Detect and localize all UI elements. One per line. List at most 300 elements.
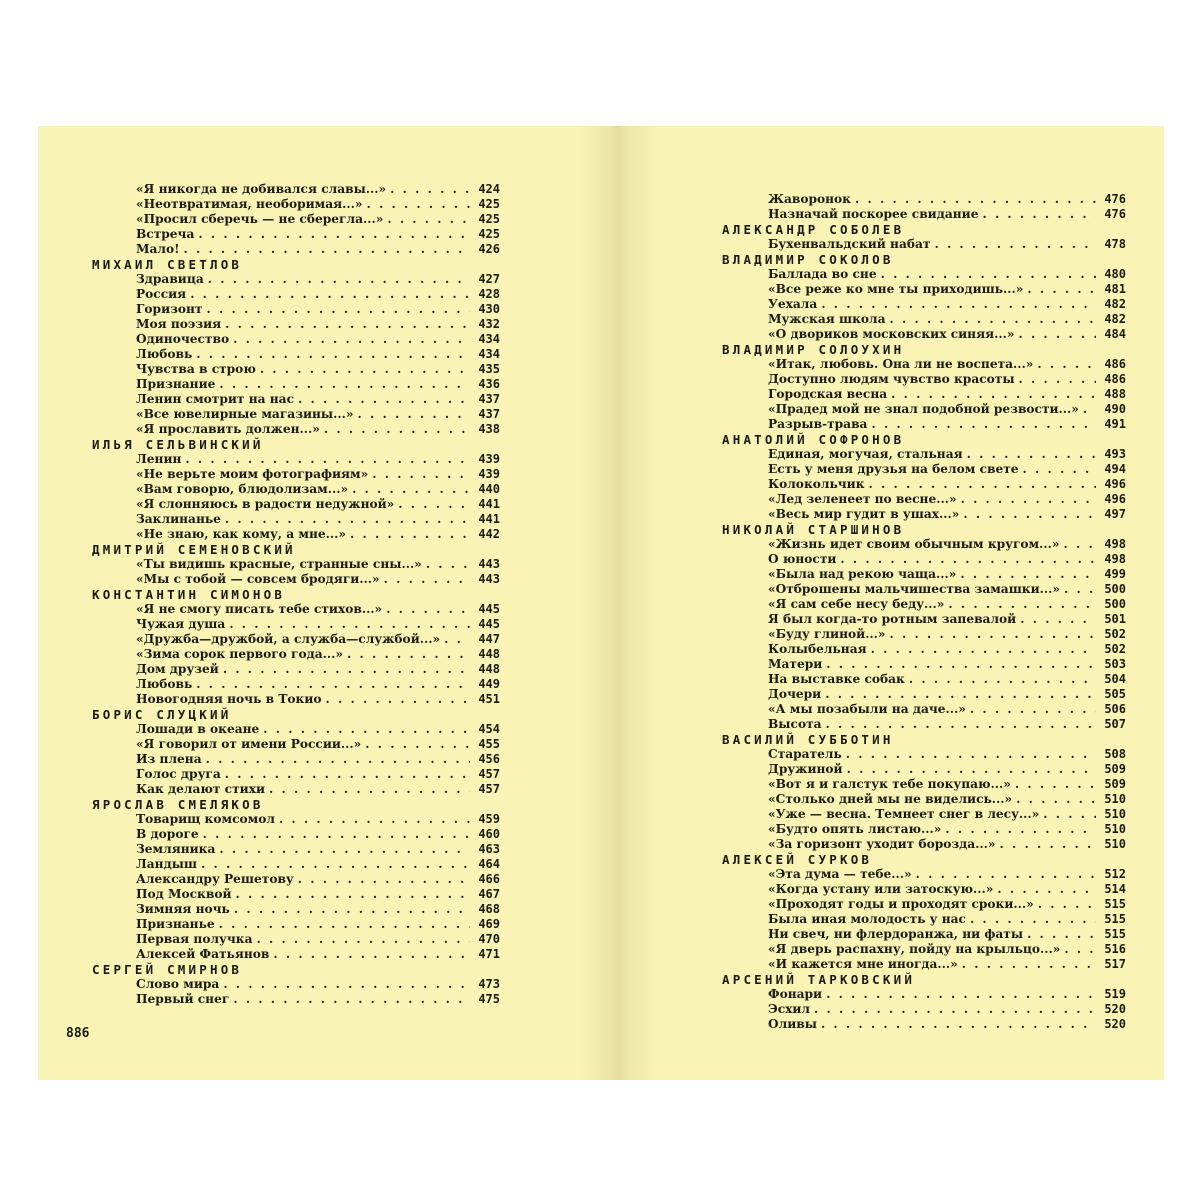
toc-entry bbox=[92, 902, 500, 917]
entry-page-number: 491 bbox=[1104, 417, 1126, 431]
entry-page-number: 504 bbox=[1104, 672, 1126, 686]
entry-title: «Буду глиной...» bbox=[768, 627, 886, 641]
dot-leader bbox=[186, 287, 470, 302]
dot-leader bbox=[440, 632, 470, 647]
dot-leader bbox=[842, 747, 1096, 762]
entry-page-number: 500 bbox=[1104, 582, 1126, 596]
entry-page-number: 425 bbox=[478, 197, 500, 211]
entry-title: Лошади в океане bbox=[136, 722, 260, 736]
toc-entry bbox=[722, 192, 1126, 207]
dot-leader bbox=[843, 762, 1096, 777]
toc-entry bbox=[722, 327, 1126, 342]
toc-entry bbox=[722, 372, 1126, 387]
dot-leader bbox=[822, 657, 1096, 672]
entry-title: «Будто опять листаю...» bbox=[768, 822, 942, 836]
dot-leader bbox=[996, 837, 1096, 852]
entry-page-number: 490 bbox=[1104, 402, 1126, 416]
toc-entry bbox=[722, 867, 1126, 882]
dot-leader bbox=[877, 267, 1096, 282]
entry-title: Есть у меня друзья на белом свете bbox=[768, 462, 1019, 476]
toc-entry bbox=[92, 197, 500, 212]
entry-title: «Уже — весна. Темнеет снег в лесу...» bbox=[768, 807, 1040, 821]
toc-entry bbox=[92, 722, 500, 737]
toc-entry bbox=[92, 932, 500, 947]
toc-entry bbox=[92, 482, 500, 497]
entry-title: Эсхил bbox=[768, 1002, 811, 1016]
toc-entry bbox=[722, 822, 1126, 837]
entry-page-number: 427 bbox=[478, 272, 500, 286]
entry-page-number: 499 bbox=[1104, 567, 1126, 581]
dot-leader bbox=[362, 197, 470, 212]
toc-entry bbox=[92, 737, 500, 752]
entry-title: Доступно людям чувство красоты bbox=[768, 372, 1015, 386]
dot-leader bbox=[1033, 357, 1096, 372]
entry-page-number: 471 bbox=[478, 947, 500, 961]
toc-entry bbox=[722, 807, 1126, 822]
entry-title: «О двориков московских синяя...» bbox=[768, 327, 1015, 341]
toc-entry bbox=[92, 602, 500, 617]
entry-page-number: 437 bbox=[478, 392, 500, 406]
dot-leader bbox=[905, 672, 1096, 687]
entry-title: Колыбельная bbox=[768, 642, 867, 656]
author-heading: АРСЕНИЙ ТАРКОВСКИЙ bbox=[722, 972, 916, 987]
toc-entry bbox=[722, 237, 1126, 252]
entry-title: Новогодняя ночь в Токио bbox=[136, 692, 322, 706]
dot-leader bbox=[256, 362, 470, 377]
entry-title: Оливы bbox=[768, 1017, 817, 1031]
toc-entry bbox=[722, 567, 1126, 582]
dot-leader bbox=[275, 812, 470, 827]
dot-leader bbox=[959, 507, 1096, 522]
entry-title: Ландыш bbox=[136, 857, 198, 871]
entry-page-number: 517 bbox=[1104, 957, 1126, 971]
toc-entry bbox=[92, 917, 500, 932]
entry-title: «Просил сберечь — не сберегла...» bbox=[136, 212, 384, 226]
toc-entry bbox=[92, 887, 500, 902]
entry-page-number: 454 bbox=[478, 722, 500, 736]
dot-leader bbox=[215, 377, 470, 392]
entry-page-number: 470 bbox=[478, 932, 500, 946]
entry-page-number: 464 bbox=[478, 857, 500, 871]
dot-leader bbox=[1059, 537, 1096, 552]
entry-page-number: 496 bbox=[1104, 492, 1126, 506]
entry-title: «Вам говорю, блюдолизам...» bbox=[136, 482, 349, 496]
author-heading: АЛЕКСЕЙ СУРКОВ bbox=[722, 852, 873, 867]
dot-leader bbox=[348, 482, 470, 497]
page-number: 886 bbox=[66, 1026, 90, 1041]
entry-page-number: 475 bbox=[478, 992, 500, 1006]
entry-page-number: 503 bbox=[1104, 657, 1126, 671]
entry-title: «Дружба—дружбой, а служба—службой...» bbox=[136, 632, 441, 646]
dot-leader bbox=[192, 347, 470, 362]
dot-leader bbox=[836, 552, 1096, 567]
toc-entry bbox=[722, 657, 1126, 672]
entry-title: «А мы позабыли на даче...» bbox=[768, 702, 966, 716]
entry-title: На выставке собак bbox=[768, 672, 905, 686]
toc-entry bbox=[722, 942, 1126, 957]
entry-title: «Итак, любовь. Она ли не воспета...» bbox=[768, 357, 1034, 371]
toc-entry bbox=[722, 552, 1126, 567]
entry-page-number: 455 bbox=[478, 737, 500, 751]
toc-entry bbox=[722, 582, 1126, 597]
dot-leader bbox=[817, 1017, 1096, 1032]
toc-entry bbox=[722, 387, 1126, 402]
entry-page-number: 510 bbox=[1104, 807, 1126, 821]
entry-title: Первый снег bbox=[136, 992, 230, 1006]
toc-entry bbox=[92, 782, 500, 797]
toc-entry bbox=[92, 317, 500, 332]
toc-entry bbox=[92, 632, 500, 647]
toc-entry bbox=[722, 687, 1126, 702]
dot-leader bbox=[821, 687, 1096, 702]
toc-entry bbox=[92, 842, 500, 857]
toc-entry bbox=[722, 417, 1126, 432]
entry-title: Признание bbox=[136, 377, 216, 391]
toc-entry bbox=[92, 977, 500, 992]
right-page-contents bbox=[722, 192, 1126, 1032]
entry-page-number: 459 bbox=[478, 812, 500, 826]
toc-entry bbox=[722, 1017, 1126, 1032]
entry-title: Назначай поскорее свидание bbox=[768, 207, 979, 221]
entry-title: Любовь bbox=[136, 347, 193, 361]
dot-leader bbox=[225, 617, 470, 632]
author-heading: ИЛЬЯ СЕЛЬВИНСКИЙ bbox=[92, 437, 264, 452]
entry-page-number: 502 bbox=[1104, 627, 1126, 641]
toc-entry bbox=[722, 777, 1126, 792]
dot-leader bbox=[259, 722, 470, 737]
author-heading: БОРИС СЛУЦКИЙ bbox=[92, 707, 232, 722]
toc-entry bbox=[92, 677, 500, 692]
dot-leader bbox=[1060, 942, 1096, 957]
toc-entry bbox=[92, 407, 500, 422]
toc-entry bbox=[722, 312, 1126, 327]
toc-entry bbox=[92, 827, 500, 842]
left-page-contents bbox=[92, 182, 500, 1007]
entry-page-number: 507 bbox=[1104, 717, 1126, 731]
entry-page-number: 441 bbox=[478, 497, 500, 511]
toc-entry bbox=[722, 957, 1126, 972]
dot-leader bbox=[930, 237, 1096, 252]
toc-entry bbox=[92, 302, 500, 317]
toc-entry bbox=[722, 927, 1126, 942]
dot-leader bbox=[320, 422, 470, 437]
entry-page-number: 430 bbox=[478, 302, 500, 316]
entry-title: «Я никогда не добивался славы...» bbox=[136, 182, 387, 196]
entry-title: В дороге bbox=[136, 827, 199, 841]
entry-page-number: 486 bbox=[1104, 372, 1126, 386]
author-heading: АНАТОЛИЙ СОФРОНОВ bbox=[722, 432, 905, 447]
entry-title: «Когда устану или затоскую...» bbox=[768, 882, 994, 896]
entry-title: Заклинанье bbox=[136, 512, 221, 526]
entry-title: Чувства в строю bbox=[136, 362, 256, 376]
toc-entry bbox=[92, 992, 500, 1007]
entry-title: «Проходят годы и проходят сроки...» bbox=[768, 897, 1034, 911]
dot-leader bbox=[215, 842, 470, 857]
dot-leader bbox=[294, 392, 470, 407]
entry-title: Единая, могучая, стальная bbox=[768, 447, 963, 461]
dot-leader bbox=[944, 597, 1096, 612]
entry-title: «Я дверь распахну, пойду на крыльцо...» bbox=[768, 942, 1061, 956]
toc-entry bbox=[722, 297, 1126, 312]
toc-entry bbox=[92, 452, 500, 467]
entry-title: Мало! bbox=[136, 242, 180, 256]
toc-entry bbox=[722, 762, 1126, 777]
entry-page-number: 512 bbox=[1104, 867, 1126, 881]
toc-entry bbox=[92, 422, 500, 437]
entry-title: Встреча bbox=[136, 227, 195, 241]
toc-entry bbox=[92, 227, 500, 242]
toc-entry bbox=[722, 672, 1126, 687]
dot-leader bbox=[1039, 807, 1096, 822]
entry-page-number: 482 bbox=[1104, 297, 1126, 311]
entry-page-number: 436 bbox=[478, 377, 500, 391]
entry-page-number: 520 bbox=[1104, 1002, 1126, 1016]
author-heading: СЕРГЕЙ СМИРНОВ bbox=[92, 962, 243, 977]
entry-title: Мужская школа bbox=[768, 312, 886, 326]
entry-page-number: 435 bbox=[478, 362, 500, 376]
entry-title: Жаворонок bbox=[768, 192, 851, 206]
dot-leader bbox=[966, 912, 1096, 927]
entry-title: «Я сам себе несу беду...» bbox=[768, 597, 945, 611]
author-heading: ВЛАДИМИР СОКОЛОВ bbox=[722, 252, 894, 267]
author-heading: КОНСТАНТИН СИМОНОВ bbox=[92, 587, 286, 602]
toc-entry bbox=[92, 512, 500, 527]
dot-leader bbox=[269, 947, 470, 962]
toc-entry bbox=[722, 612, 1126, 627]
entry-title: «Неотвратимая, необоримая...» bbox=[136, 197, 363, 211]
dot-leader bbox=[958, 957, 1096, 972]
entry-title: Здравица bbox=[136, 272, 204, 286]
author-heading: МИХАИЛ СВЕТЛОВ bbox=[92, 257, 243, 272]
toc-entry bbox=[92, 767, 500, 782]
entry-page-number: 439 bbox=[478, 452, 500, 466]
entry-title: «За горизонт уходит борозда...» bbox=[768, 837, 996, 851]
entry-page-number: 514 bbox=[1104, 882, 1126, 896]
toc-entry bbox=[92, 752, 500, 767]
entry-page-number: 486 bbox=[1104, 357, 1126, 371]
entry-title: Моя поэзия bbox=[136, 317, 222, 331]
entry-page-number: 466 bbox=[478, 872, 500, 886]
entry-page-number: 428 bbox=[478, 287, 500, 301]
entry-page-number: 484 bbox=[1104, 327, 1126, 341]
dot-leader bbox=[202, 752, 470, 767]
entry-title: Баллада во сне bbox=[768, 267, 877, 281]
entry-page-number: 447 bbox=[478, 632, 500, 646]
toc-entry bbox=[92, 527, 500, 542]
dot-leader bbox=[199, 827, 470, 842]
dot-leader bbox=[230, 902, 470, 917]
author-heading: АЛЕКСАНДР СОБОЛЕВ bbox=[722, 222, 905, 237]
dot-leader bbox=[394, 497, 470, 512]
dot-leader bbox=[231, 887, 470, 902]
toc-entry bbox=[722, 537, 1126, 552]
entry-title: Ленин bbox=[136, 452, 182, 466]
entry-page-number: 510 bbox=[1104, 837, 1126, 851]
entry-title: «Эта дума — тебе...» bbox=[768, 867, 912, 881]
entry-page-number: 482 bbox=[1104, 312, 1126, 326]
entry-page-number: 451 bbox=[478, 692, 500, 706]
dot-leader bbox=[867, 417, 1096, 432]
entry-page-number: 445 bbox=[478, 617, 500, 631]
toc-entry bbox=[92, 497, 500, 512]
toc-entry bbox=[722, 987, 1126, 1002]
dot-leader bbox=[346, 527, 470, 542]
toc-entry bbox=[92, 212, 500, 227]
entry-page-number: 449 bbox=[478, 677, 500, 691]
toc-entry bbox=[92, 872, 500, 887]
entry-page-number: 469 bbox=[478, 917, 500, 931]
entry-page-number: 497 bbox=[1104, 507, 1126, 521]
entry-page-number: 510 bbox=[1104, 822, 1126, 836]
entry-page-number: 520 bbox=[1104, 1017, 1126, 1031]
dot-leader bbox=[865, 477, 1097, 492]
entry-page-number: 500 bbox=[1104, 597, 1126, 611]
toc-entry bbox=[722, 747, 1126, 762]
entry-title: «Ты видишь красные, странные сны...» bbox=[136, 557, 422, 571]
dot-leader bbox=[265, 782, 470, 797]
toc-entry bbox=[722, 792, 1126, 807]
dot-leader bbox=[957, 492, 1096, 507]
entry-page-number: 478 bbox=[1104, 237, 1126, 251]
toc-entry bbox=[92, 617, 500, 632]
entry-title: Дочери bbox=[768, 687, 822, 701]
entry-title: Городская весна bbox=[768, 387, 888, 401]
entry-title: Дружиной bbox=[768, 762, 843, 776]
entry-title: «Вот я и галстук тебе покупаю...» bbox=[768, 777, 1011, 791]
entry-page-number: 445 bbox=[478, 602, 500, 616]
entry-page-number: 456 bbox=[478, 752, 500, 766]
entry-page-number: 448 bbox=[478, 662, 500, 676]
dot-leader bbox=[1012, 792, 1096, 807]
dot-leader bbox=[810, 1002, 1096, 1017]
entry-title: «Не верьте моим фотографиям» bbox=[136, 467, 369, 481]
entry-title: О юности bbox=[768, 552, 837, 566]
entry-page-number: 434 bbox=[478, 332, 500, 346]
dot-leader bbox=[1014, 327, 1096, 342]
dot-leader bbox=[229, 332, 470, 347]
author-heading: ЯРОСЛАВ СМЕЛЯКОВ bbox=[92, 797, 264, 812]
dot-leader bbox=[912, 867, 1096, 882]
entry-title: Фонари bbox=[768, 987, 823, 1001]
entry-page-number: 440 bbox=[478, 482, 500, 496]
author-heading: ВЛАДИМИР СОЛОУХИН bbox=[722, 342, 905, 357]
entry-title: Разрыв-трава bbox=[768, 417, 868, 431]
author-heading: ВАСИЛИЙ СУББОТИН bbox=[722, 732, 894, 747]
entry-page-number: 457 bbox=[478, 767, 500, 781]
author-heading: НИКОЛАЙ СТАРШИНОВ bbox=[722, 522, 905, 537]
dot-leader bbox=[354, 407, 471, 422]
toc-entry bbox=[722, 912, 1126, 927]
entry-title: «Лед зеленеет по весне...» bbox=[768, 492, 957, 506]
toc-entry bbox=[722, 837, 1126, 852]
entry-title: Слово мира bbox=[136, 977, 220, 991]
toc-entry bbox=[92, 377, 500, 392]
entry-title: «Зима сорок первого года...» bbox=[136, 647, 344, 661]
dot-leader bbox=[192, 677, 470, 692]
dot-leader bbox=[1023, 282, 1096, 297]
toc-entry bbox=[722, 462, 1126, 477]
entry-page-number: 476 bbox=[1104, 192, 1126, 206]
toc-entry bbox=[92, 557, 500, 572]
toc-entry bbox=[722, 207, 1126, 222]
entry-title: Голос друга bbox=[136, 767, 221, 781]
dot-leader bbox=[422, 557, 470, 572]
toc-entry bbox=[722, 717, 1126, 732]
toc-entry bbox=[92, 857, 500, 872]
entry-page-number: 468 bbox=[478, 902, 500, 916]
entry-title: Колокольчик bbox=[768, 477, 865, 491]
toc-entry bbox=[722, 882, 1126, 897]
entry-title: Матери bbox=[768, 657, 823, 671]
dot-leader bbox=[194, 227, 470, 242]
entry-page-number: 442 bbox=[478, 527, 500, 541]
entry-title: Я был когда-то ротным запевалой bbox=[768, 612, 1017, 626]
toc-entry bbox=[92, 182, 500, 197]
toc-entry bbox=[722, 1002, 1126, 1017]
entry-title: Ленин смотрит на нас bbox=[136, 392, 294, 406]
toc-entry bbox=[92, 242, 500, 257]
entry-page-number: 438 bbox=[478, 422, 500, 436]
entry-title: Товарищ комсомол bbox=[136, 812, 275, 826]
entry-page-number: 426 bbox=[478, 242, 500, 256]
toc-entry bbox=[722, 597, 1126, 612]
entry-page-number: 463 bbox=[478, 842, 500, 856]
entry-page-number: 473 bbox=[478, 977, 500, 991]
dot-leader bbox=[380, 572, 470, 587]
entry-page-number: 457 bbox=[478, 782, 500, 796]
dot-leader bbox=[817, 297, 1096, 312]
toc-entry bbox=[92, 647, 500, 662]
toc-entry bbox=[722, 477, 1126, 492]
dot-leader bbox=[221, 317, 470, 332]
entry-page-number: 481 bbox=[1104, 282, 1126, 296]
dot-leader bbox=[867, 642, 1096, 657]
dot-leader bbox=[219, 977, 470, 992]
dot-leader bbox=[1016, 612, 1096, 627]
dot-leader bbox=[343, 647, 470, 662]
author-heading: ДМИТРИЙ СЕМЕНОВСКИЙ bbox=[92, 542, 296, 557]
dot-leader bbox=[1015, 372, 1096, 387]
dot-leader bbox=[252, 932, 470, 947]
toc-entry bbox=[92, 332, 500, 347]
entry-page-number: 493 bbox=[1104, 447, 1126, 461]
entry-title: Бухенвальдский набат bbox=[768, 237, 931, 251]
dot-leader bbox=[322, 692, 471, 707]
toc-entry bbox=[92, 692, 500, 707]
entry-page-number: 510 bbox=[1104, 792, 1126, 806]
entry-title: «Отброшены мальчишества замашки...» bbox=[768, 582, 1060, 596]
entry-page-number: 498 bbox=[1104, 552, 1126, 566]
entry-title: Горизонт bbox=[136, 302, 203, 316]
entry-title: Под Москвой bbox=[136, 887, 232, 901]
toc-entry bbox=[92, 347, 500, 362]
entry-title: «Прадед мой не знал подобной резвости...» bbox=[768, 402, 1079, 416]
dot-leader bbox=[368, 467, 470, 482]
dot-leader bbox=[215, 917, 470, 932]
entry-title: Высота bbox=[768, 717, 822, 731]
dot-leader bbox=[851, 192, 1096, 207]
dot-leader bbox=[993, 882, 1096, 897]
entry-title: «Столько дней мы не виделись...» bbox=[768, 792, 1013, 806]
entry-title: «Мы с тобой — совсем бродяги...» bbox=[136, 572, 380, 586]
entry-title: «Весь мир гудит в ушах...» bbox=[768, 507, 960, 521]
entry-page-number: 509 bbox=[1104, 762, 1126, 776]
entry-page-number: 516 bbox=[1104, 942, 1126, 956]
dot-leader bbox=[966, 702, 1096, 717]
entry-page-number: 448 bbox=[478, 647, 500, 661]
dot-leader bbox=[229, 992, 470, 1007]
dot-leader bbox=[204, 272, 470, 287]
